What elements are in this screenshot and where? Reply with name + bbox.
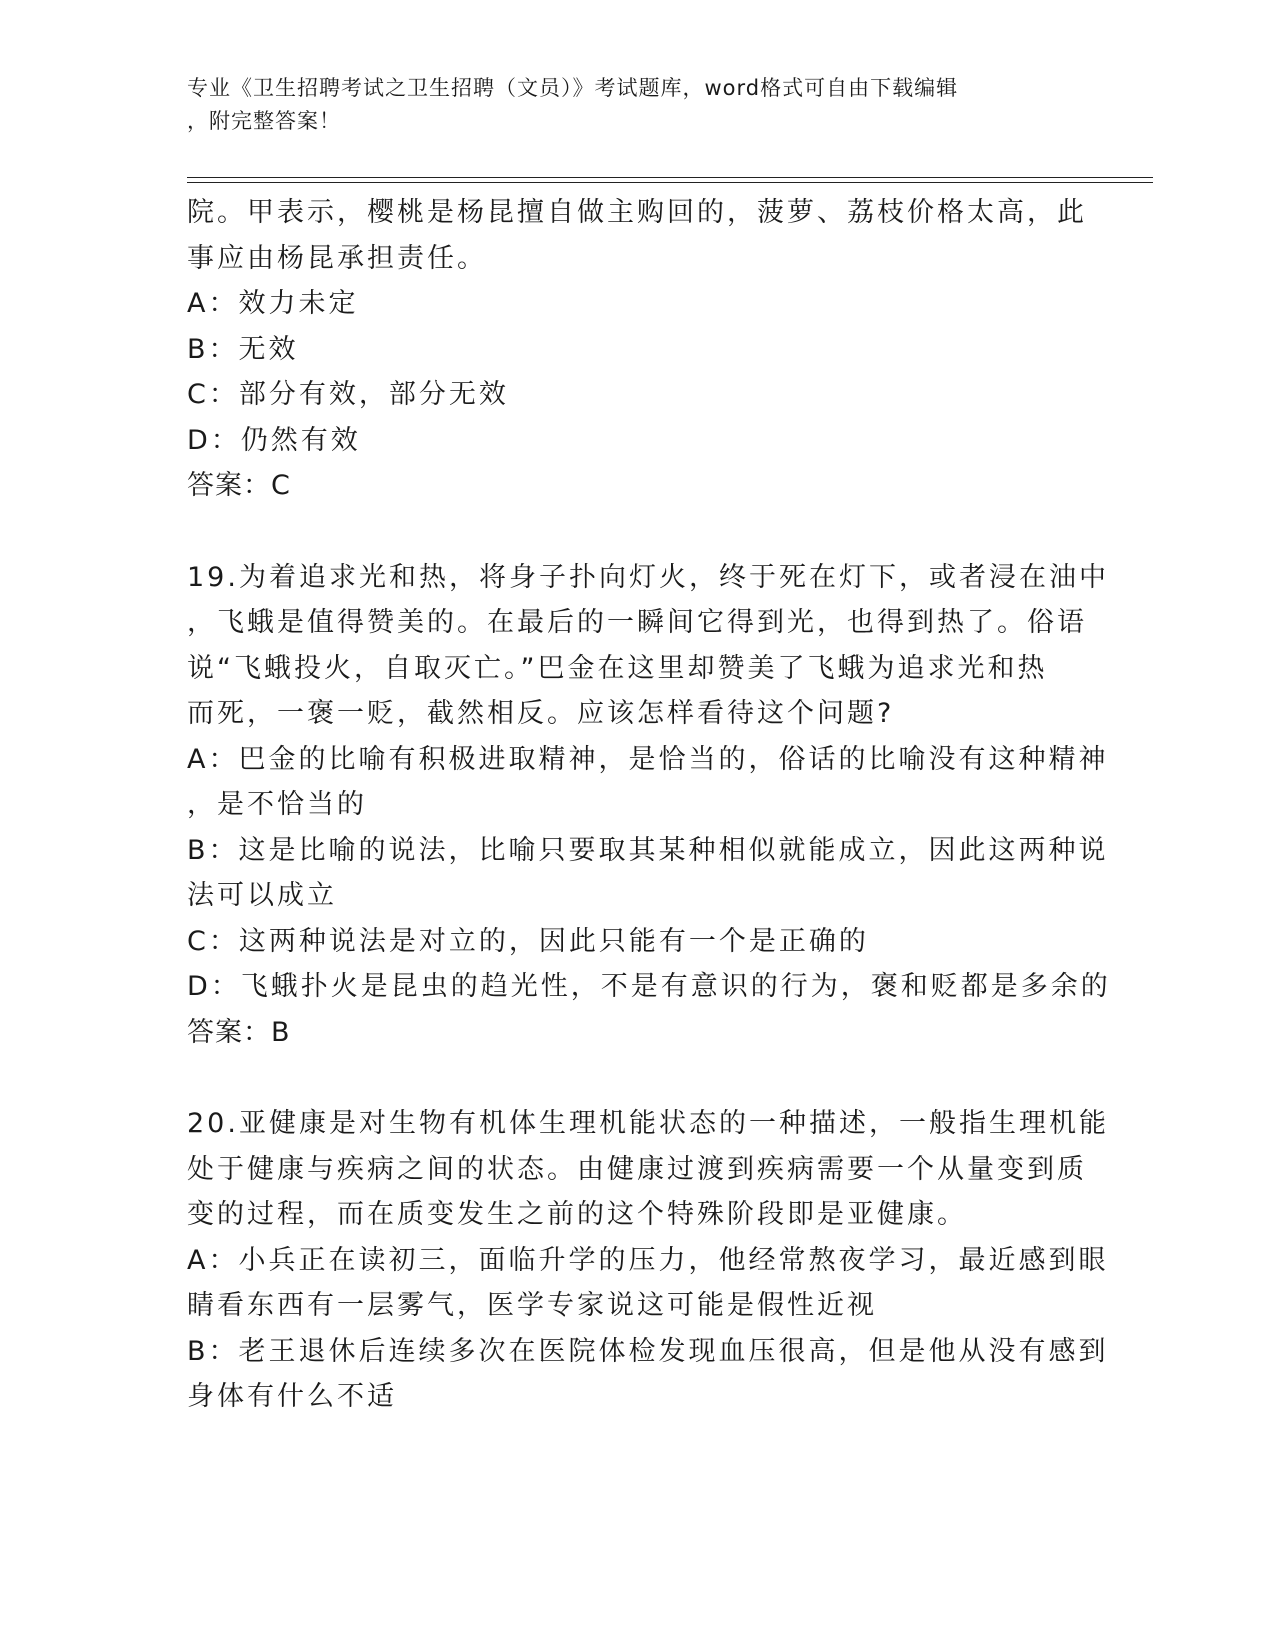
option-a: A：小兵正在读初三，面临升学的压力，他经常熬夜学习，最近感到眼 — [187, 1244, 1109, 1276]
option-b-cont: 身体有什么不适 — [187, 1381, 397, 1412]
option-d: D：仍然有效 — [187, 424, 361, 456]
question-text-line: ，飞蛾是值得赞美的。在最后的一瞬间它得到光，也得到热了。俗语 — [187, 607, 1087, 638]
question-text-line: 院。甲表示，樱桃是杨昆擅自做主购回的，菠萝、荔枝价格太高，此 — [187, 197, 1087, 228]
header-rule-bottom — [187, 182, 1153, 183]
question-text-line: 事应由杨昆承担责任。 — [187, 242, 487, 274]
option-b: B：老王退休后连续多次在医院体检发现血压很高，但是他从没有感到 — [187, 1335, 1109, 1367]
question-spacer — [187, 1055, 1067, 1101]
question-text-line: 20.亚健康是对生物有机体生理机能状态的一种描述，一般指生理机能 — [187, 1108, 1109, 1139]
option-a-cont: 睛看东西有一层雾气，医学专家说这可能是假性近视 — [187, 1290, 877, 1321]
option-d: D：飞蛾扑火是昆虫的趋光性，不是有意识的行为，褒和贬都是多余的 — [187, 971, 1111, 1002]
question-20 — [187, 1101, 1109, 1420]
question-spacer — [187, 509, 1067, 555]
option-a-cont: ，是不恰当的 — [187, 789, 367, 820]
option-c: C：这两种说法是对立的，因此只能有一个是正确的 — [187, 925, 869, 957]
question-text-line: 19.为着追求光和热，将身子扑向灯火，终于死在灯下，或者浸在油中 — [187, 561, 1109, 593]
question-text-line: 而死，一褒一贬，截然相反。应该怎样看待这个问题? — [187, 698, 895, 729]
document-header — [187, 72, 1087, 138]
question-text-line: 说“飞蛾投火，自取灭亡。”巴金在这里却赞美了飞蛾为追求光和热 — [187, 652, 1048, 684]
option-b-cont: 法可以成立 — [187, 880, 337, 911]
header-line-2: ，附完整答案！ — [187, 109, 341, 133]
option-b: B：无效 — [187, 333, 299, 365]
option-a: A：效力未定 — [187, 288, 359, 319]
answer-label: 答案：C — [187, 470, 291, 501]
question-text-line: 处于健康与疾病之间的状态。由健康过渡到疾病需要一个从量变到质 — [187, 1153, 1087, 1185]
question-content — [187, 190, 1111, 1420]
option-c: C：部分有效，部分无效 — [187, 379, 509, 410]
option-a: A：巴金的比喻有积极进取精神，是恰当的，俗话的比喻没有这种精神 — [187, 743, 1109, 775]
question-19 — [187, 555, 1111, 1056]
header-line-1: 专业《卫生招聘考试之卫生招聘（文员）》考试题库，word格式可自由下载编辑 — [187, 76, 959, 100]
option-b: B：这是比喻的说法，比喻只要取其某种相似就能成立，因此这两种说 — [187, 834, 1109, 866]
question-18-tail — [187, 190, 1087, 509]
header-rule-top — [187, 177, 1153, 178]
question-text-line: 变的过程，而在质变发生之前的这个特殊阶段即是亚健康。 — [187, 1199, 967, 1230]
answer-label: 答案：B — [187, 1016, 291, 1048]
